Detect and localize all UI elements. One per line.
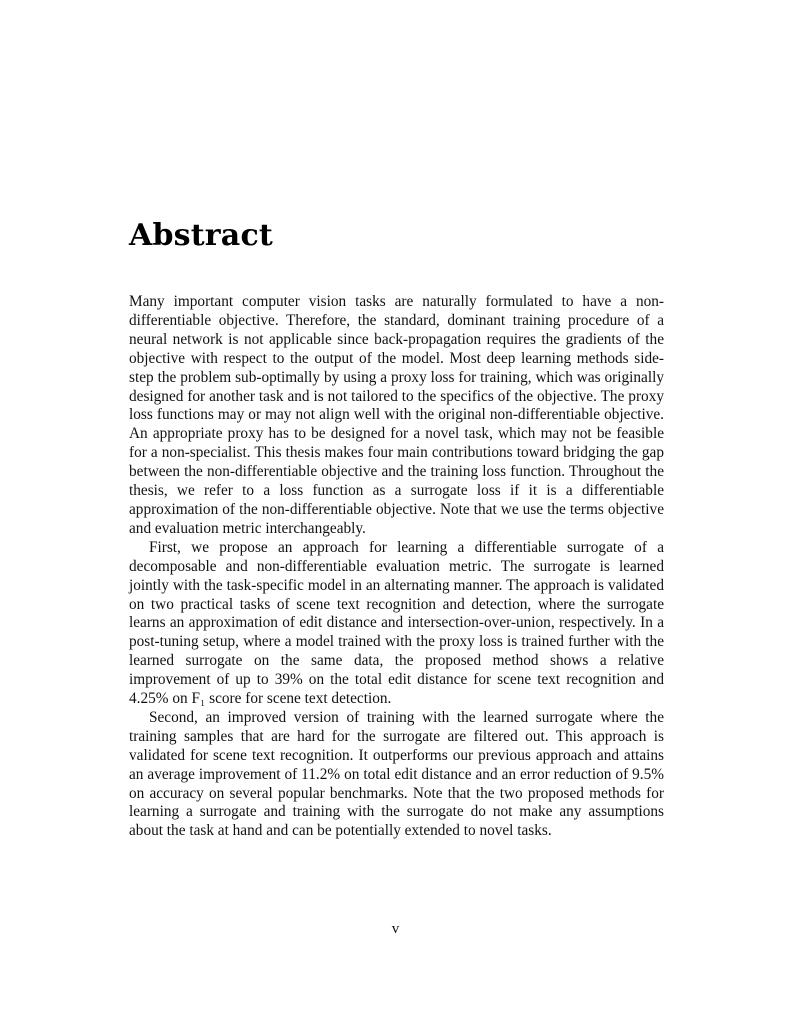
abstract-body [129, 293, 664, 841]
page-title: Abstract [129, 218, 273, 253]
abstract-paragraph-1: Many important computer vision tasks are naturally formulated to have a non-differentiable objective. Therefore, the standard, dominant training procedure of a neural network is not applicable since back-propagation requires the gradients of the objective with respect to the output of the model. Most deep learning methods side-step the problem sub-optimally by using a proxy loss for training, which was originally designed for another task and is not tailored to the specifics of the objective. The proxy loss functions may or may not align well with the original non-differentiable objective. An appropriate proxy has to be designed for a novel task, which may not be feasible for a non-specialist. This thesis makes four main contributions toward bridging the gap between the non-differentiable objective and the training loss function. Throughout the thesis, we refer to a loss function as a surrogate loss if it is a differentiable approximation of the non-differentiable objective. Note that we use the terms objective and evaluation metric interchangeably. [129, 293, 664, 537]
page-number: v [391, 921, 400, 937]
abstract-paragraph-3: Second, an improved version of training with the learned surrogate where the training samples that are hard for the surrogate are filtered out. This approach is validated for scene text recognition. It outperforms our previous approach and attains an average improvement of 11.2% on total edit distance and an error reduction of 9.5% on accuracy on several popular benchmarks. Note that the two proposed methods for learning a surrogate and training with the surrogate do not make any assumptions about the task at hand and can be potentially extended to novel tasks. [129, 708, 664, 840]
abstract-paragraph-2: First, we propose an approach for learning a differentiable surrogate of a decomposable and non-differentiable evaluation metric. The surrogate is learned jointly with the task-specific model in an alternating manner. The approach is validated on two practical tasks of scene text recognition and detection, where the surrogate learns an approximation of edit distance and intersection-over-union, respectively. In a post-tuning setup, where a model trained with the proxy loss is trained further with the learned surrogate on the same data, the proposed method shows a relative improvement of up to 39% on the total edit distance for scene text recognition and 4.25% on F₁ score for scene text detection. [129, 538, 664, 708]
